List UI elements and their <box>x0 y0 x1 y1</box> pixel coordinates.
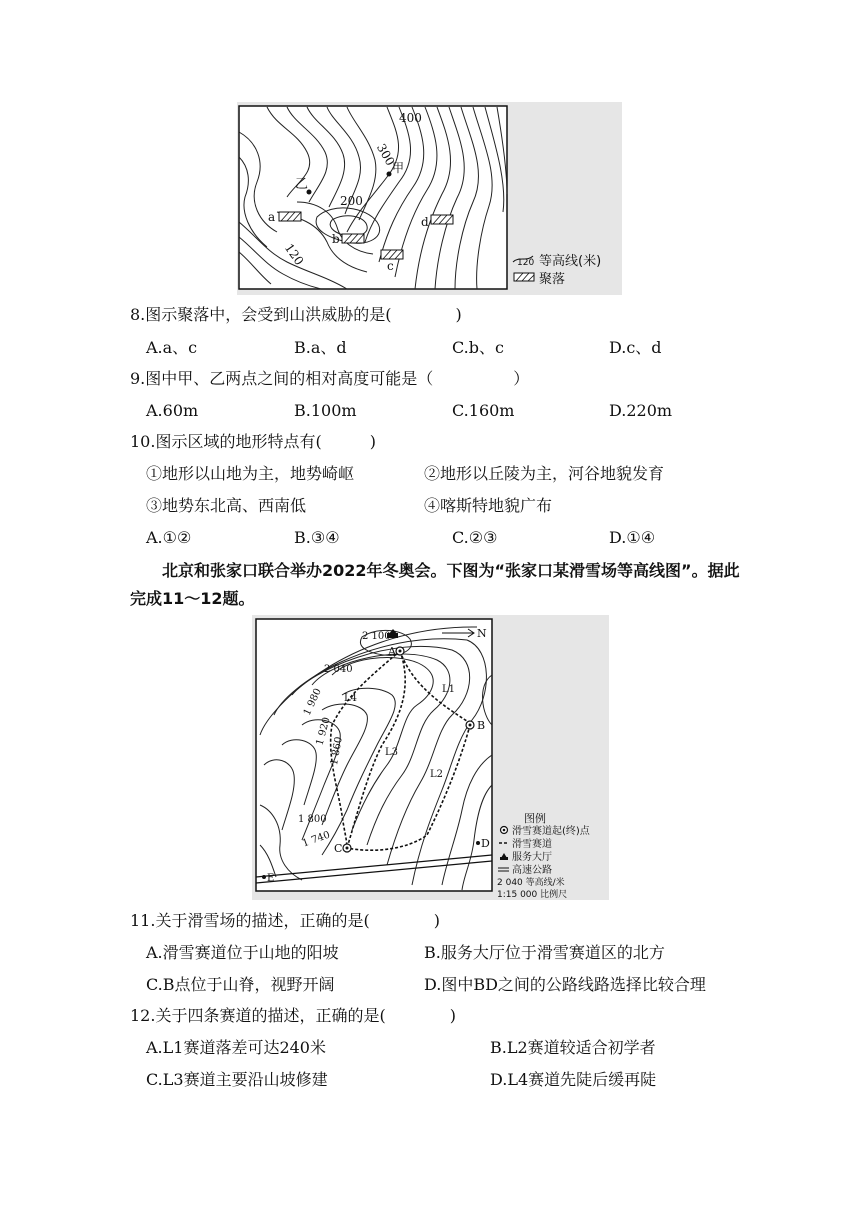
question-12-option-c: C.L3赛道主要沿山坡修建 <box>146 1070 328 1089</box>
contour-label-1980: 1 980 <box>301 686 324 718</box>
question-9-option-c: C.160m <box>452 401 515 420</box>
legend-title: 图例 <box>524 812 546 825</box>
point-label-d: D <box>481 837 490 850</box>
question-10-statement-4: ④喀斯特地貌广布 <box>424 496 553 515</box>
track-label-l2: L2 <box>430 769 444 780</box>
question-12-option-b: B.L2赛道较适合初学者 <box>490 1038 656 1057</box>
question-11-stem: 11.关于滑雪场的描述，正确的是( ) <box>130 911 440 930</box>
question-10-statement-2: ②地形以丘陵为主，河谷地貌发育 <box>424 464 665 483</box>
track-label-l1: L1 <box>442 684 456 695</box>
contour-label-400: 400 <box>399 111 422 125</box>
legend-start-point: 滑雪赛道起(终)点 <box>512 826 590 837</box>
question-11-option-b: B.服务大厅位于滑雪赛道区的北方 <box>424 943 665 962</box>
question-10-stem: 10.图示区域的地形特点有( ) <box>130 432 376 451</box>
contour-map-1-svg <box>237 102 622 295</box>
legend-scale: 1:15 000 比例尺 <box>497 890 568 900</box>
contour-label-1920: 1 920 <box>314 716 333 747</box>
settlement-label-a: a <box>268 210 276 224</box>
contour-label-2040: 2 040 <box>324 664 353 675</box>
point-label-b: B <box>477 719 486 732</box>
question-12-option-d: D.L4赛道先陡后缓再陡 <box>490 1070 657 1089</box>
question-8-option-c: C.b、c <box>452 338 504 357</box>
contour-label-2100: 2 100 <box>362 631 391 642</box>
question-8-option-b: B.a、d <box>294 338 347 357</box>
question-9-option-d: D.220m <box>609 401 673 420</box>
question-10-statement-1: ①地形以山地为主，地势崎岖 <box>146 464 355 483</box>
question-9-option-a: A.60m <box>146 401 199 420</box>
legend-contour: 2 040 等高线/米 <box>497 878 565 888</box>
question-8-stem: 8.图示聚落中，会受到山洪威胁的是( ) <box>130 305 462 324</box>
question-12-option-a: A.L1赛道落差可达240米 <box>146 1038 326 1057</box>
question-11-option-d: D.图中BD之间的公路线路选择比较合理 <box>424 975 706 994</box>
question-10-option-b: B.③④ <box>294 528 340 547</box>
contour-label-1740: 1 740 <box>300 829 332 850</box>
settlement-label-c: c <box>387 259 394 273</box>
question-10-option-c: C.②③ <box>452 528 498 547</box>
legend-contour-sample: 120 <box>517 258 535 268</box>
question-8-option-d: D.c、d <box>609 338 662 357</box>
question-10-option-d: D.①④ <box>609 528 656 547</box>
question-8-option-a: A.a、c <box>146 338 198 357</box>
intro-text: 北京和张家口联合举办2022年冬奥会。下图为“张家口某滑雪场等高线图”。据此完成11～12题。 <box>130 561 740 608</box>
point-label-a: A <box>388 645 396 658</box>
legend-highway: 高速公路 <box>512 865 552 876</box>
point-label-e: E <box>267 873 275 884</box>
contour-label-120: 120 <box>281 241 307 268</box>
intro-paragraph <box>130 557 740 613</box>
track-label-l4: L4 <box>344 693 358 704</box>
question-11-option-c: C.B点位于山脊，视野开阔 <box>146 975 335 994</box>
question-12-stem: 12.关于四条赛道的描述，正确的是( ) <box>130 1006 456 1025</box>
legend-settlement-label: 聚落 <box>539 272 566 287</box>
ski-resort-contour-map <box>252 615 609 900</box>
legend-ski-track: 滑雪赛道 <box>512 839 552 850</box>
ski-resort-map-svg <box>252 615 609 900</box>
legend-contour-label: 等高线(米) <box>539 254 602 269</box>
settlement-label-b: b <box>332 232 340 246</box>
question-10-option-a: A.①② <box>146 528 192 547</box>
contour-label-300: 300 <box>373 141 398 169</box>
question-9-option-b: B.100m <box>294 401 357 420</box>
contour-map-1 <box>237 102 622 295</box>
contour-label-200: 200 <box>340 194 363 208</box>
point-label-jia: 甲 <box>392 161 405 175</box>
question-10-statement-3: ③地势东北高、西南低 <box>146 496 307 515</box>
contour-label-1860: 1 860 <box>329 736 345 767</box>
settlement-label-d: d <box>421 215 429 229</box>
point-label-yi: 乙 <box>295 177 309 192</box>
question-9-stem: 9.图中甲、乙两点之间的相对高度可能是（ ） <box>130 369 530 388</box>
point-label-c: C <box>334 842 343 855</box>
north-label: N <box>477 627 487 640</box>
question-11-option-a: A.滑雪赛道位于山地的阳坡 <box>146 943 339 962</box>
contour-label-1800: 1 800 <box>298 814 327 825</box>
legend-service-hall: 服务大厅 <box>512 852 552 863</box>
track-label-l3: L3 <box>385 747 399 758</box>
